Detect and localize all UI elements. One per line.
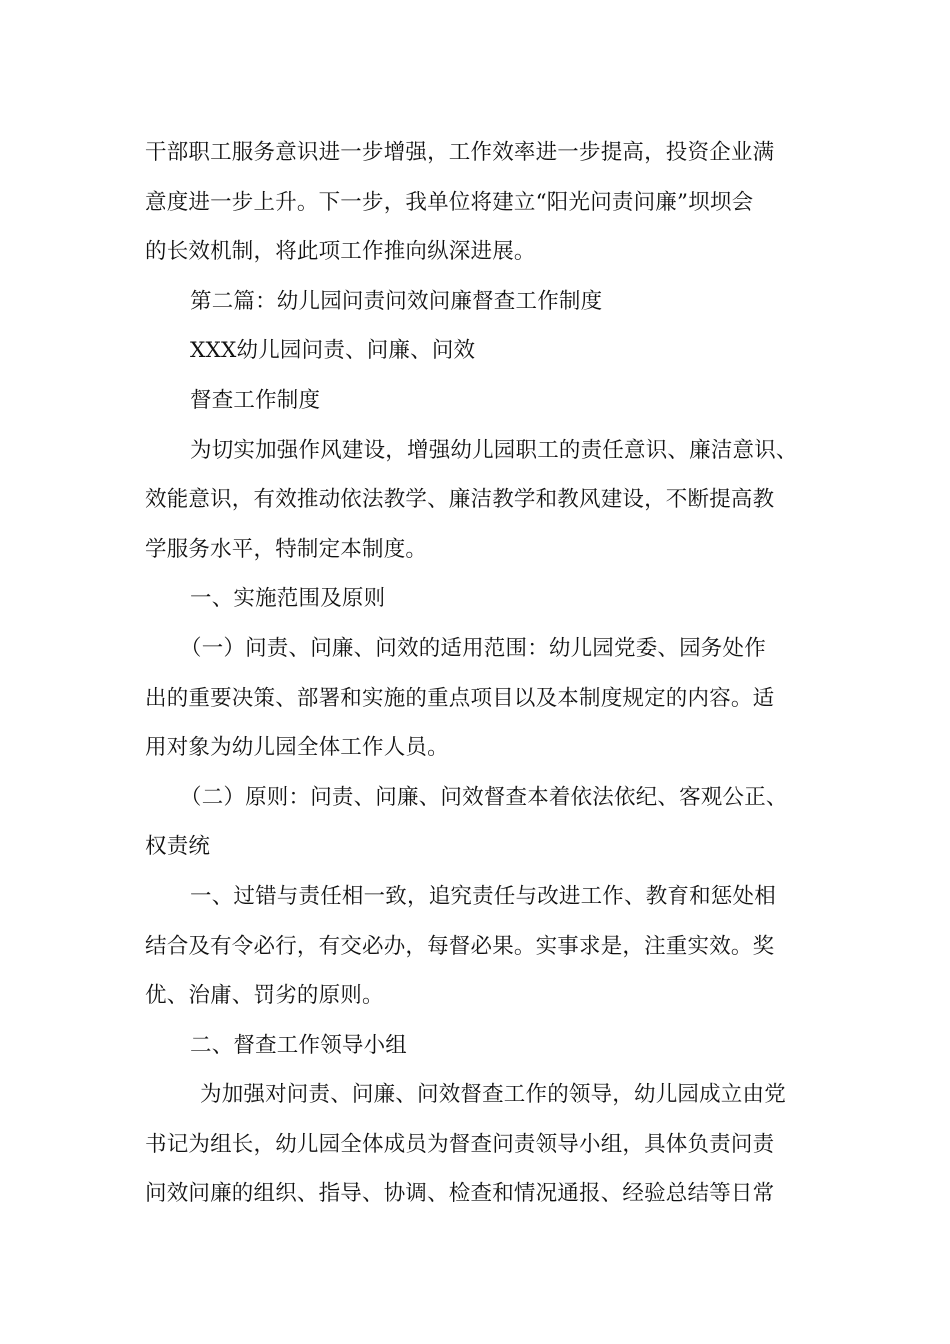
text-line-11: （一）问责、问廉、问效的适用范围：幼儿园党委、园务处作 <box>180 635 766 661</box>
text-line-3: 的长效机制，将此项工作推向纵深进展。 <box>145 239 536 265</box>
section-heading-1: 一、实施范围及原则 <box>190 586 386 612</box>
text-line-18: 优、治庸、罚劣的原则。 <box>145 983 384 1009</box>
text-line-22: 问效问廉的组织、指导、协调、检查和情况通报、经验总结等日常 <box>145 1181 775 1207</box>
text-line-2: 意度进一步上升。下一步，我单位将建立“阳光问责问廉”坝坝会 <box>145 189 754 215</box>
text-line-21: 书记为组长，幼儿园全体成员为督查问责领导小组，具体负责问责 <box>145 1131 775 1157</box>
text-line-8: 效能意识，有效推动依法教学、廉洁教学和教风建设，不断提高教 <box>145 487 775 513</box>
document-title-line-1: XXX幼儿园问责、问廉、问效 <box>190 338 476 364</box>
text-line-9: 学服务水平，特制定本制度。 <box>145 536 428 562</box>
text-line-13: 用对象为幼儿园全体工作人员。 <box>145 735 449 761</box>
text-line-15: 权责统 <box>145 834 211 860</box>
text-line-20: 为加强对问责、问廉、问效督查工作的领导，幼儿园成立由党 <box>200 1082 786 1108</box>
text-line-7: 为切实加强作风建设，增强幼儿园职工的责任意识、廉洁意识、 <box>190 437 798 463</box>
text-line-12: 出的重要决策、部署和实施的重点项目以及本制度规定的内容。适 <box>145 685 775 711</box>
document-body <box>145 128 825 1219</box>
section-heading-2: 二、督查工作领导小组 <box>190 1032 408 1058</box>
text-line-1: 干部职工服务意识进一步增强，工作效率进一步提高，投资企业满 <box>145 140 775 165</box>
text-line-16: 一、过错与责任相一致，追究责任与改进工作、教育和惩处相 <box>190 883 776 909</box>
chapter-heading: 第二篇：幼儿园问责问效问廉督查工作制度 <box>190 288 603 314</box>
text-line-17: 结合及有令必行，有交必办，每督必果。实事求是，注重实效。奖 <box>145 933 775 959</box>
text-line-14: （二）原则：问责、问廉、问效督查本着依法依纪、客观公正、 <box>180 784 788 810</box>
document-title-line-2: 督查工作制度 <box>190 387 321 413</box>
